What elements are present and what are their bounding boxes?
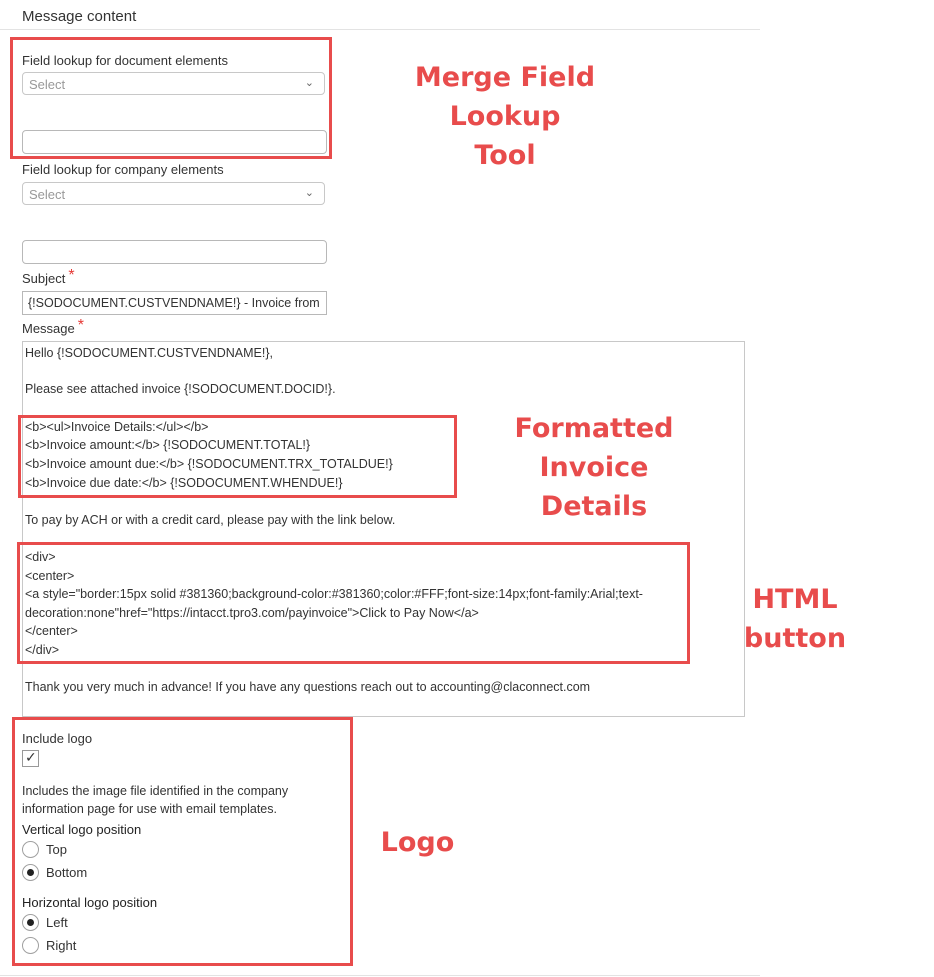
annotation-merge-field-line2: Tool <box>474 140 536 171</box>
message-label-text: Message <box>22 321 75 336</box>
annotation-merge-field <box>370 58 640 175</box>
subject-label-text: Subject <box>22 271 66 286</box>
company-lookup-placeholder: Select <box>29 187 66 202</box>
message-label <box>22 317 84 338</box>
message-line: To pay by ACH or with a credit card, please pay with the link below. <box>25 513 396 527</box>
logo-help-text: Includes the image file identified in the company <box>22 784 289 798</box>
message-line: <div> <box>25 550 56 564</box>
subject-input[interactable]: {!SODOCUMENT.CUSTVENDNAME!} - Invoice from <box>22 291 327 315</box>
message-line: <b>Invoice amount due:</b> {!SODOCUMENT.TRX_TOTALDUE!} <box>25 457 393 471</box>
section-bottom-divider <box>0 975 760 976</box>
company-lookup-output-field[interactable] <box>22 240 327 264</box>
logo-help-text: information page for use with email templates. <box>22 802 277 816</box>
radio-vertical-bottom-label: Bottom <box>46 865 88 880</box>
doc-lookup-label: Field lookup for document elements <box>22 53 228 68</box>
vertical-logo-label: Vertical logo position <box>22 822 142 837</box>
radio-vertical-top-label: Top <box>46 842 67 857</box>
annotation-box-merge-field <box>10 37 332 159</box>
message-line: </center> <box>25 624 78 638</box>
message-line: <b>Invoice amount:</b> {!SODOCUMENT.TOTAL!} <box>25 438 311 452</box>
doc-lookup-placeholder: Select <box>29 77 66 92</box>
message-line: Thank you very much in advance! If you have any questions reach out to accounting@claconnect.com <box>25 680 591 694</box>
annotation-html-button: HTML button <box>743 584 847 654</box>
subject-label <box>22 267 75 288</box>
message-line: <b><ul>Invoice Details:</ul></b> <box>25 420 209 434</box>
annotation-formatted-line1: Formatted Invoice <box>514 413 674 483</box>
message-line: Hello {!SODOCUMENT.CUSTVENDNAME!}, <box>25 346 273 360</box>
chevron-down-icon: ⌄ <box>304 77 314 89</box>
chevron-down-icon: ⌄ <box>304 187 314 199</box>
annotation-formatted-line2: Details <box>540 491 648 522</box>
message-line: Please see attached invoice {!SODOCUMENT.DOCID!}. <box>25 382 336 396</box>
required-marker: * <box>77 317 84 334</box>
annotation-box-html-button <box>17 542 690 664</box>
message-line: decoration:none"href="https://intacct.tpro3.com/payinvoice">Click to Pay Now</a> <box>25 606 479 620</box>
annotation-box-logo <box>12 717 353 966</box>
message-line: <b>Invoice due date:</b> {!SODOCUMENT.WHENDUE!} <box>25 476 343 490</box>
annotation-formatted <box>466 409 722 526</box>
company-lookup-select[interactable] <box>22 182 325 205</box>
annotation-merge-field-line1: Merge Field Lookup <box>414 62 596 132</box>
include-logo-label: Include logo <box>22 731 93 746</box>
section-divider <box>0 29 760 30</box>
checkmark-icon: ✓ <box>25 749 37 765</box>
section-title: Message content <box>22 8 137 25</box>
message-line: </div> <box>25 643 60 657</box>
annotation-box-formatted <box>18 415 457 498</box>
message-line: <center> <box>25 569 75 583</box>
company-lookup-label: Field lookup for company elements <box>22 162 224 177</box>
annotation-logo: Logo <box>380 827 455 858</box>
horizontal-logo-label: Horizontal logo position <box>22 895 158 910</box>
radio-horizontal-right-label: Right <box>46 938 77 953</box>
message-line: <a style="border:15px solid #381360;background-color:#381360;color:#FFF;font-size:14px;font-family:Arial;text- <box>25 587 643 601</box>
radio-horizontal-left-label: Left <box>46 915 68 930</box>
required-marker: * <box>68 267 75 284</box>
